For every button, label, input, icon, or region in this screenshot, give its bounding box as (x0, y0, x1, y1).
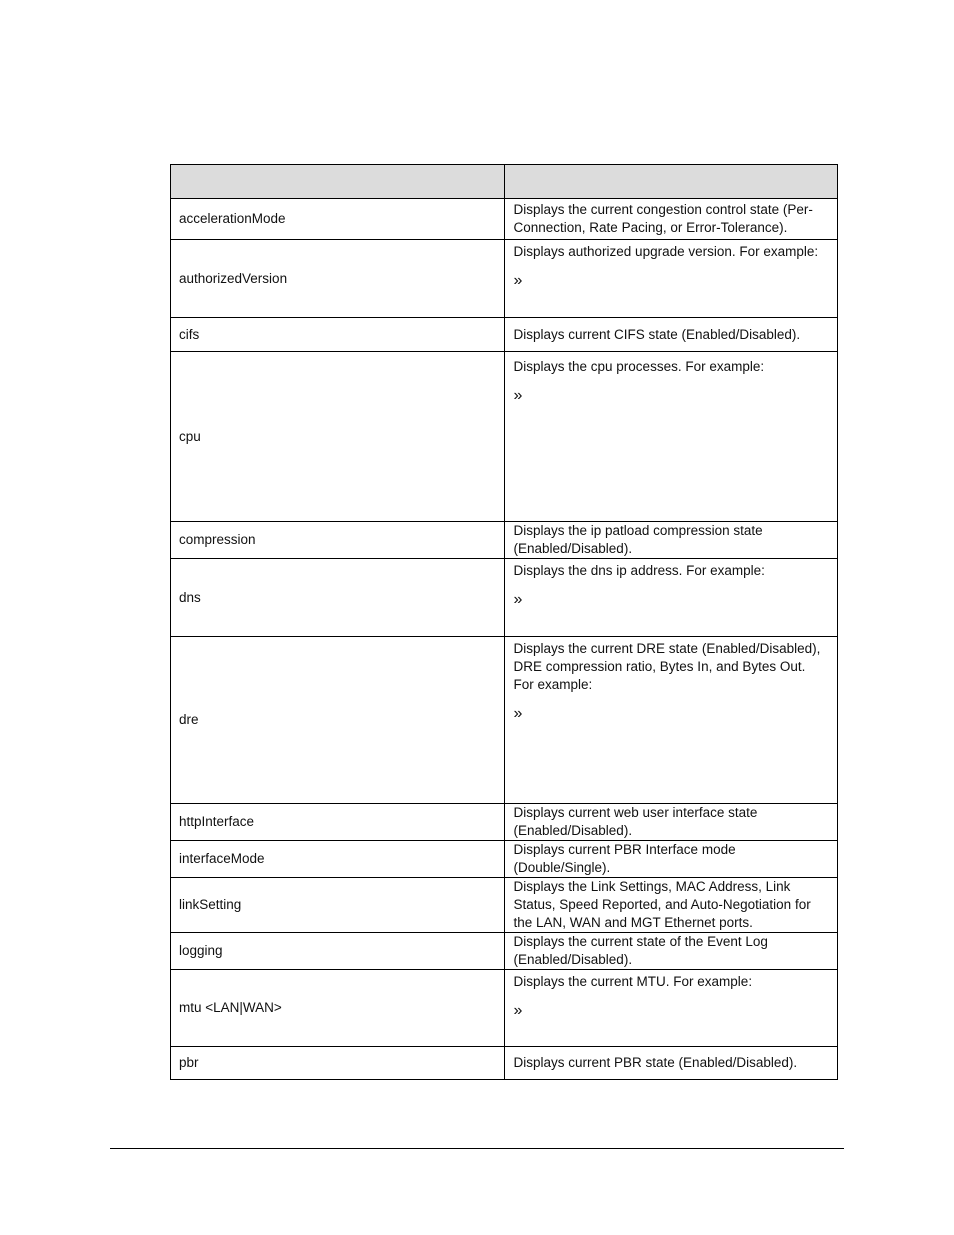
description-text: Displays current web user interface state (Enabled/Disabled). (513, 805, 758, 838)
table-row (171, 841, 838, 878)
command-name: interfaceMode (171, 841, 505, 878)
description-text: Displays the current state of the Event Log (Enabled/Disabled). (513, 934, 768, 967)
description-text: Displays current CIFS state (Enabled/Disabled). (513, 326, 801, 342)
table-row (171, 933, 838, 970)
table-row (171, 240, 838, 318)
example-marker-icon: » (513, 591, 523, 608)
command-name: authorizedVersion (171, 240, 505, 318)
command-name: mtu <LAN|WAN> (171, 970, 505, 1047)
command-name: logging (171, 933, 505, 970)
table-row (171, 1047, 838, 1080)
command-description (504, 240, 838, 318)
command-description (504, 199, 838, 240)
description-text: Displays the ip patload compression state (Enabled/Disabled). (513, 523, 763, 556)
description-text: Displays current PBR Interface mode (Double/Single). (513, 842, 736, 875)
description-text: Displays the Link Settings, MAC Address, Link Status, Speed Reported, and Auto-Negotiation for the LAN, WAN and MGT Ethernet ports. (513, 879, 811, 930)
command-name: dns (171, 559, 505, 637)
description-text: Displays current PBR state (Enabled/Disabled). (513, 1055, 798, 1070)
table-row (171, 970, 838, 1047)
table-header-row (171, 165, 838, 199)
command-description (504, 318, 838, 352)
description-text: Displays the current congestion control state (Per-Connection, Rate Pacing, or Error-Tolerance). (513, 202, 813, 235)
column-header-command (171, 165, 505, 199)
command-name: httpInterface (171, 804, 505, 841)
footer-divider (110, 1148, 844, 1149)
example-marker-icon: » (513, 705, 523, 722)
command-description (504, 878, 838, 933)
command-description (504, 559, 838, 637)
command-name: cifs (171, 318, 505, 352)
table-row (171, 352, 838, 522)
description-text: Displays the dns ip address. For example: (513, 563, 765, 578)
table-row (171, 522, 838, 559)
example-marker-icon: » (513, 1002, 523, 1019)
table-row (171, 637, 838, 804)
column-header-description (504, 165, 838, 199)
command-name: cpu (171, 352, 505, 522)
command-name: linkSetting (171, 878, 505, 933)
table-row (171, 199, 838, 240)
description-text: Displays the current MTU. For example: (513, 974, 753, 989)
description-text: Displays authorized upgrade version. For example: (513, 244, 819, 259)
command-name: dre (171, 637, 505, 804)
command-description (504, 804, 838, 841)
command-name: accelerationMode (171, 199, 505, 240)
command-description (504, 637, 838, 804)
command-description (504, 1047, 838, 1080)
example-marker-icon: » (513, 387, 523, 404)
table-row (171, 559, 838, 637)
command-description (504, 352, 838, 522)
command-table (170, 164, 838, 1080)
table-row (171, 878, 838, 933)
command-name: compression (171, 522, 505, 559)
command-description (504, 841, 838, 878)
table-row (171, 318, 838, 352)
command-description (504, 933, 838, 970)
command-name: pbr (171, 1047, 505, 1080)
table-row (171, 804, 838, 841)
description-text: Displays the current DRE state (Enabled/Disabled), DRE compression ratio, Bytes In, and Bytes Out. For example: (513, 641, 821, 692)
description-text: Displays the cpu processes. For example: (513, 359, 765, 374)
command-description (504, 522, 838, 559)
command-description (504, 970, 838, 1047)
example-marker-icon: » (513, 272, 523, 289)
